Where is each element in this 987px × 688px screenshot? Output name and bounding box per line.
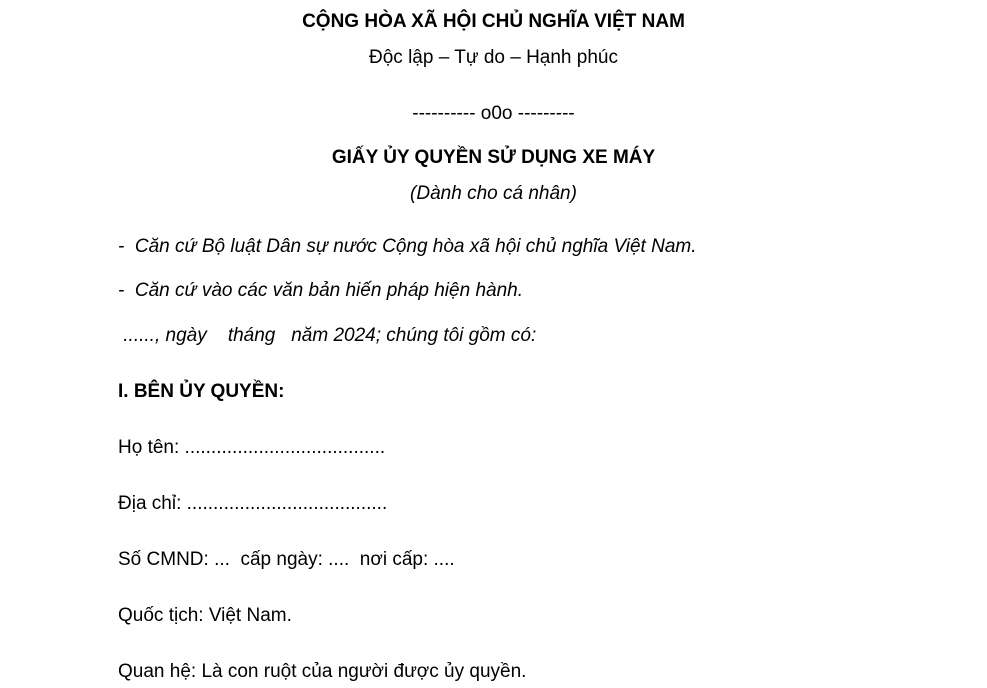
document-subtitle: (Dành cho cá nhân) xyxy=(410,183,577,204)
header-separator: ---------- o0o --------- xyxy=(412,103,575,124)
national-motto: Độc lập – Tự do – Hạnh phúc xyxy=(369,47,618,68)
section-principal-heading: I. BÊN ỦY QUYỀN: xyxy=(118,381,285,402)
field-address: Địa chỉ: ...................................... xyxy=(118,493,388,514)
legal-basis-civil-code: - Căn cứ Bộ luật Dân sự nước Cộng hòa xã hội chủ nghĩa Việt Nam. xyxy=(118,236,697,257)
field-nationality: Quốc tịch: Việt Nam. xyxy=(118,605,292,626)
field-relationship: Quan hệ: Là con ruột của người được ủy quyền. xyxy=(118,661,527,682)
legal-basis-current-documents: - Căn cứ vào các văn bản hiến pháp hiện hành. xyxy=(118,280,523,301)
date-place-line: ......, ngày tháng năm 2024; chúng tôi gồm có: xyxy=(118,325,537,346)
document-title: GIẤY ỦY QUYỀN SỬ DỤNG XE MÁY xyxy=(331,147,656,168)
field-full-name: Họ tên: ...................................... xyxy=(118,437,386,458)
field-id-card: Số CMND: ... cấp ngày: .... nơi cấp: .... xyxy=(118,549,455,570)
country-name-heading: CỘNG HÒA XÃ HỘI CHỦ NGHĨA VIỆT NAM xyxy=(302,11,685,32)
